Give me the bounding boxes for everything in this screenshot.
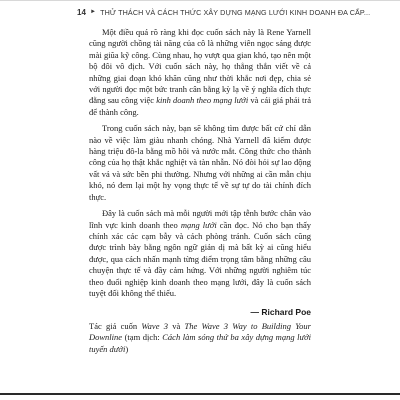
author-note-paren-open: (tạm dịch: bbox=[122, 332, 163, 343]
author-note bbox=[89, 321, 311, 355]
book-title-2: The Wave 3 Way to Building Your Downline bbox=[89, 320, 311, 343]
page-body bbox=[89, 27, 311, 355]
running-header bbox=[77, 4, 377, 20]
paragraph-3-emphasis: mạng lưới bbox=[180, 219, 217, 230]
author-note-paren-close: ) bbox=[125, 343, 129, 354]
top-edge bbox=[0, 0, 400, 1]
paragraph-1-tail: và cái giá phải trả để thành công. bbox=[89, 95, 311, 117]
paragraph-3-text: Đây là cuốn sách mà mỗi người mới tập tễnh bước chân vào lĩnh vực kinh doanh theo bbox=[89, 208, 311, 230]
page-number: 14 bbox=[77, 7, 87, 17]
bottom-rule bbox=[0, 393, 400, 395]
book-title-1: Wave 3 bbox=[141, 320, 168, 331]
author-note-mid: và bbox=[167, 320, 185, 331]
paragraph-1 bbox=[89, 27, 311, 118]
paragraph-3 bbox=[89, 208, 311, 299]
signature: — Richard Poe bbox=[250, 307, 311, 318]
running-title: THỬ THÁCH VÀ CÁCH THỨC XÂY DỰNG MẠNG LƯỚI KINH DOANH ĐA CẤP... bbox=[100, 7, 371, 17]
book-title-translation: Cách làm sóng thứ ba xây dựng mạng lưới tuyến dưới bbox=[89, 332, 311, 354]
author-note-pre: Tác giả cuốn bbox=[89, 320, 142, 331]
paragraph-3-tail: cần đọc. Nó cho bạn thấy chính xác các cạm bẫy và cách phòng tránh. Cuốn sách cũng được trình bày bằng ngôn ngữ giản dị mà bất kỳ ai cũng hiểu được, qua cách nhấn mạnh từng điểm trọng tâm bằng những câu chuyện thực tế và đầy cảm hứng. Với những người nghiêm túc theo đuổi nghiệp kinh doanh theo mạng lưới, đây là cuốn sách tuyệt đối không thể thiếu. bbox=[89, 219, 311, 298]
paragraph-2 bbox=[89, 123, 311, 203]
arrow-icon: ► bbox=[90, 9, 97, 15]
paragraph-1-text: Một điều quá rõ ràng khi đọc cuốn sách này là Rene Yarnell cũng người chồng tài năng của cô là những viên ngọc sáng được mài giũa kỹ công. Cùng nhau, họ vượt qua gian khó, tạo nên một bộ đôi vô địch. Với cuốn sách này, họ thẳng thắn viết về cả những giai đoạn khó khăn cũng như thời khắc nơi đẹp, chia sẻ với người đọc một bức tranh cân bằng kỳ lạ về ý nghĩa đích thực đằng sau công việc bbox=[89, 27, 311, 106]
paragraph-1-emphasis: kinh doanh theo mạng lưới bbox=[156, 95, 249, 106]
paragraph-2-text: Trong cuốn sách này, bạn sẽ không tìm được bất cứ chỉ dẫn nào về việc làm giàu nhanh chóng. Nhà Yarnell đã kiếm được hàng triệu đô-la bằng mồ hôi và nước mắt. Công thức cho thành công của họ thật khắc nghiệt và tàn nhẫn. Nó đòi hỏi sự lao động vất vả và sức bền phi thường. Nhưng với những ai cần mẫn chịu khó, nó đem lại một hy vọng thực tế về sự tự do tài chính đích thực. bbox=[89, 123, 311, 202]
